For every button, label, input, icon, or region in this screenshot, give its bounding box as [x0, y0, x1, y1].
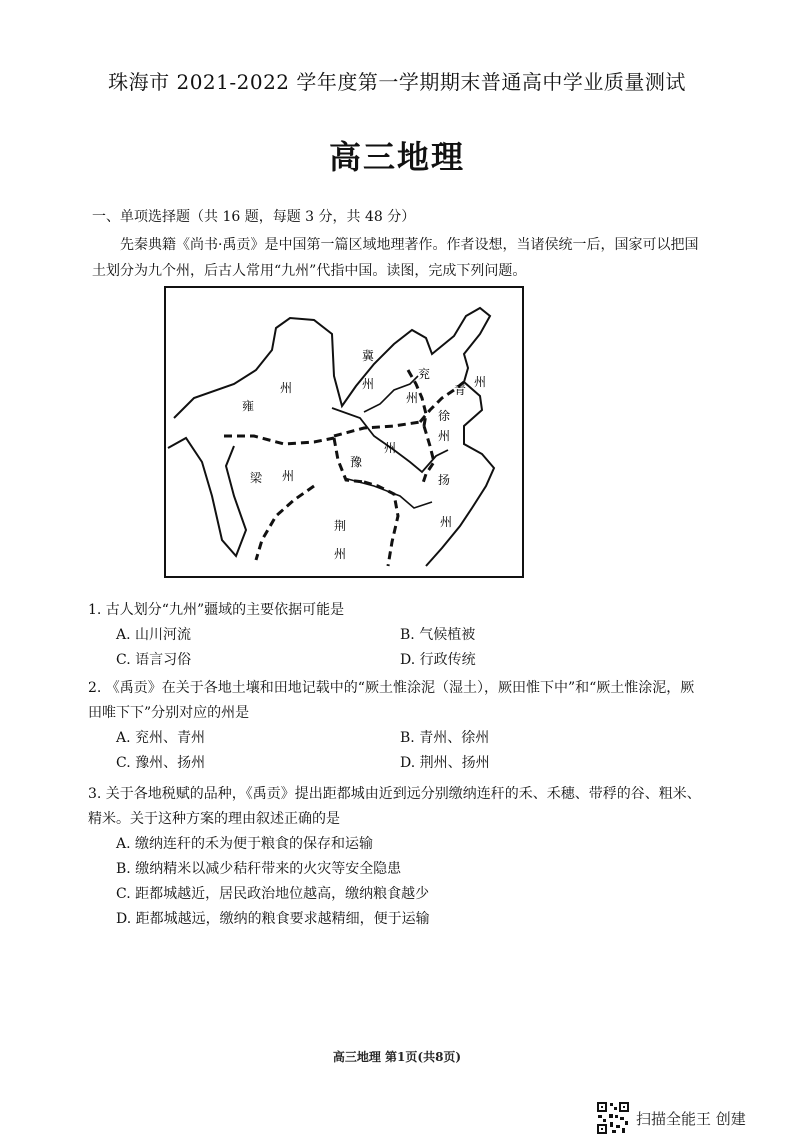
section-heading: 一、单项选择题（共 16 题，每题 3 分，共 48 分） — [92, 209, 416, 225]
question-1-option-a[interactable]: A. 山川河流 — [116, 627, 192, 643]
map-label-ji: 冀 — [362, 349, 375, 363]
map-svg — [164, 286, 524, 578]
map-label-ji-zhou: 州 — [362, 377, 375, 391]
question-2-stem: 2. 《禹贡》在关于各地土壤和田地记载中的“厥土惟涂泥（湿土），厥田惟下中”和“厥土惟涂泥，厥田唯下下”分别对应的州是 — [88, 680, 695, 721]
page-footer: 高三地理 第1页(共8页) — [332, 1050, 462, 1064]
question-2-option-c[interactable]: C. 豫州、扬州 — [116, 755, 206, 771]
scanner-watermark — [596, 1101, 746, 1135]
map-label-yang-zhou: 州 — [440, 515, 453, 529]
question-2 — [88, 676, 708, 776]
map-label-yang: 扬 — [438, 473, 451, 487]
map-label-yong-zhou: 州 — [280, 381, 293, 395]
map-label-jing-zhou: 州 — [334, 547, 347, 561]
question-3-option-a[interactable]: A. 缴纳连秆的禾为便于粮食的保存和运输 — [116, 836, 374, 852]
nine-provinces-map — [164, 286, 524, 578]
question-1-stem: 1. 古人划分“九州”疆域的主要依据可能是 — [88, 602, 345, 618]
question-3-stem: 3. 关于各地税赋的品种，《禹贡》提出距都城由近到远分别缴纳连秆的禾、禾穗、带稃的谷、粗米、精米。关于这种方案的理由叙述正确的是 — [88, 786, 701, 827]
question-3-option-b[interactable]: B. 缴纳精米以减少秸秆带来的火灾等安全隐患 — [116, 861, 402, 877]
southwest-boundary — [168, 438, 246, 556]
map-label-yan-zhou: 州 — [406, 391, 419, 405]
question-3-option-c[interactable]: C. 距都城越近，居民政治地位越高，缴纳粮食越少 — [116, 886, 430, 902]
map-label-jing: 荆 — [334, 519, 347, 533]
question-3 — [88, 782, 708, 932]
map-label-yong: 雍 — [242, 399, 255, 413]
map-label-yan: 兖 — [418, 367, 431, 381]
question-2-option-b[interactable]: B. 青州、徐州 — [400, 730, 490, 746]
intro-paragraph: 先秦典籍《尚书·禹贡》是中国第一篇区域地理著作。作者设想，当诸侯统一后，国家可以把国土划分为九个州，后古人常用“九州”代指中国。读图，完成下列问题。 — [92, 237, 699, 279]
subject-title: 高三地理 — [328, 138, 465, 176]
exam-header: 珠海市 2021-2022 学年度第一学期期末普通高中学业质量测试 — [108, 70, 686, 94]
qr-code-icon — [596, 1101, 630, 1135]
question-1-option-d[interactable]: D. 行政传统 — [400, 652, 476, 668]
map-label-yu: 豫 — [350, 455, 363, 469]
map-label-yu-zhou: 州 — [384, 441, 397, 455]
map-frame — [165, 287, 523, 577]
question-2-option-d[interactable]: D. 荆州、扬州 — [400, 755, 490, 771]
map-label-qing: 青 — [454, 383, 467, 397]
map-label-xu: 徐 — [438, 409, 451, 423]
question-1-option-c[interactable]: C. 语言习俗 — [116, 652, 192, 668]
province-borders — [224, 370, 467, 566]
question-1-option-b[interactable]: B. 气候植被 — [400, 627, 476, 643]
map-label-qing-zhou: 州 — [474, 375, 487, 389]
question-3-option-d[interactable]: D. 距都城越远，缴纳的粮食要求越精细，便于运输 — [116, 911, 430, 927]
map-label-liang: 梁 — [250, 471, 263, 485]
scanner-label: 扫描全能王 创建 — [636, 1109, 746, 1128]
map-label-xu-zhou: 州 — [438, 429, 451, 443]
question-1 — [88, 598, 708, 673]
question-2-option-a[interactable]: A. 兖州、青州 — [116, 730, 206, 746]
map-label-liang-zhou: 州 — [282, 469, 295, 483]
